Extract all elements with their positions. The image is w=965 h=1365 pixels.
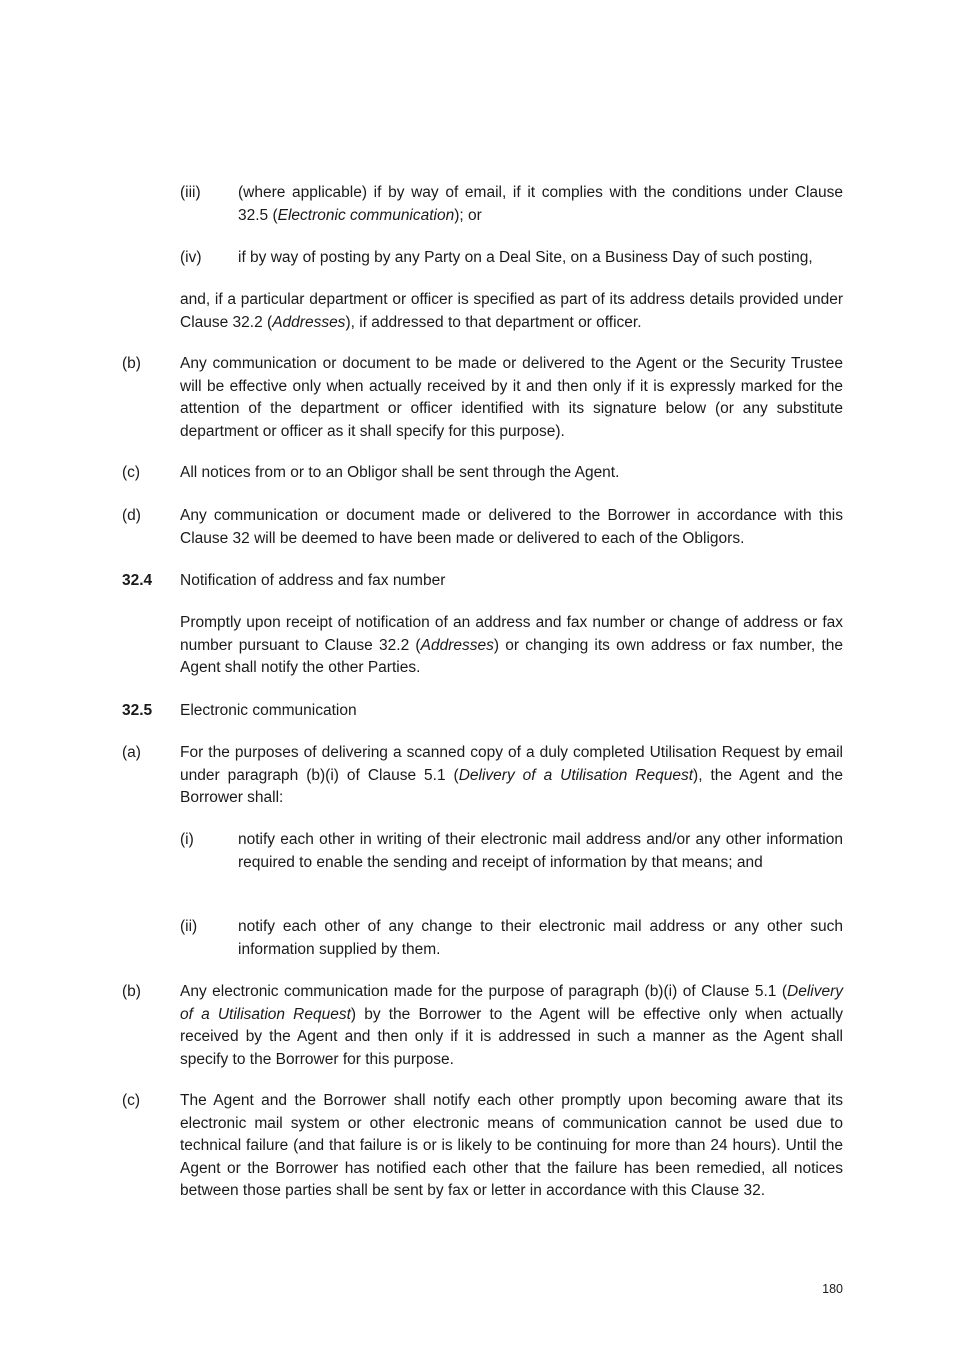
item-text-b2 [180, 981, 843, 1071]
item-label-iii: (iii) [180, 184, 201, 201]
item-text-iii [238, 182, 843, 227]
item-text-iii-ref: Electronic communication [277, 206, 455, 224]
item-text-b2-part2: ) by the Borrower to the Agent will be effective only when actually received by the Agent and then only if it is addressed in such a manner as the Agent shall specify to the Borrower for this purpose. [180, 1005, 844, 1068]
continuation-paragraph [180, 289, 843, 334]
item-text-i2: notify each other in writing of their electronic mail address and/or any other information required to enable the sending and receipt of information by that means; and [238, 831, 843, 871]
item-label-b1: (b) [122, 355, 141, 372]
item-label-i2: (i) [180, 831, 194, 848]
item-text-c1: All notices from or to an Obligor shall be sent through the Agent. [180, 464, 620, 481]
section-title-32-5: Electronic communication [180, 702, 357, 719]
item-label-iv: (iv) [180, 249, 202, 266]
section-32-4-ref: Addresses [420, 636, 494, 654]
section-32-4-part1: Promptly upon receipt of notification of an address and fax number or change of address or fax number pursuant to Clause 32.2 ( [180, 614, 843, 654]
section-32-4-paragraph [180, 612, 843, 680]
item-label-ii2: (ii) [180, 918, 198, 935]
item-text-c2: The Agent and the Borrower shall notify each other promptly upon becoming aware that its electronic mail system or other electronic means of communication cannot be used due to technical failure (and that failure is or is likely to be continuing for more than 24 hours). Until the Agent or the Borrower has notified each other that the failure has been remedied, all notices between those parties shall be sent by fax or letter in accordance with this Clause 32. [180, 1092, 843, 1199]
item-text-b2-part1: Any electronic communication made for the purpose of paragraph (b)(i) of Clause 5.1 ( [180, 983, 788, 1000]
item-label-b2: (b) [122, 983, 141, 1000]
continuation-part2: ), if addressed to that department or officer. [345, 313, 642, 331]
item-text-b2-ref: Delivery of a Utilisation Request [180, 983, 843, 1023]
section-number-32-4: 32.4 [122, 572, 153, 589]
item-text-b1: Any communication or document to be made or delivered to the Agent or the Security Trustee will be effective only when actually received by it and then only if it is expressly marked for the attention of the department or officer identified with its signature below (or any substitute department or officer as it shall specify for this purpose). [180, 355, 843, 440]
item-label-c1: (c) [122, 464, 141, 481]
continuation-ref: Addresses [272, 313, 346, 331]
item-text-iii-part2: ); or [454, 206, 482, 224]
section-title-32-4: Notification of address and fax number [180, 572, 446, 589]
page-number: 180 [822, 1282, 843, 1296]
item-text-ii2: notify each other of any change to their electronic mail address or any other such information supplied by them. [238, 918, 843, 958]
item-text-iv: if by way of posting by any Party on a Deal Site, on a Business Day of such posting, [238, 249, 813, 266]
section-32-4-part2: ) or changing its own address or fax number, the Agent shall notify the other Parties. [180, 636, 843, 676]
item-text-d1: Any communication or document made or delivered to the Borrower in accordance with this Clause 32 will be deemed to have been made or delivered to each of the Obligors. [180, 507, 843, 547]
item-text-iii-part1: (where applicable) if by way of email, if it complies with the conditions under Clause 32.5 ( [238, 184, 843, 224]
item-label-a2: (a) [122, 744, 141, 761]
item-label-c2: (c) [122, 1092, 141, 1109]
section-number-32-5: 32.5 [122, 702, 153, 719]
item-text-a2-ref: Delivery of a Utilisation Request [458, 766, 694, 784]
item-label-d1: (d) [122, 507, 141, 524]
item-text-a2 [180, 742, 843, 810]
item-text-a2-part1: For the purposes of delivering a scanned copy of a duly completed Utilisation Request by email under paragraph (b)(i) of Clause 5.1 ( [180, 744, 843, 784]
item-text-a2-part2: ), the Agent and the Borrower shall: [180, 766, 843, 806]
continuation-part1: and, if a particular department or officer is specified as part of its address details provided under Clause 32.2 ( [180, 291, 843, 331]
